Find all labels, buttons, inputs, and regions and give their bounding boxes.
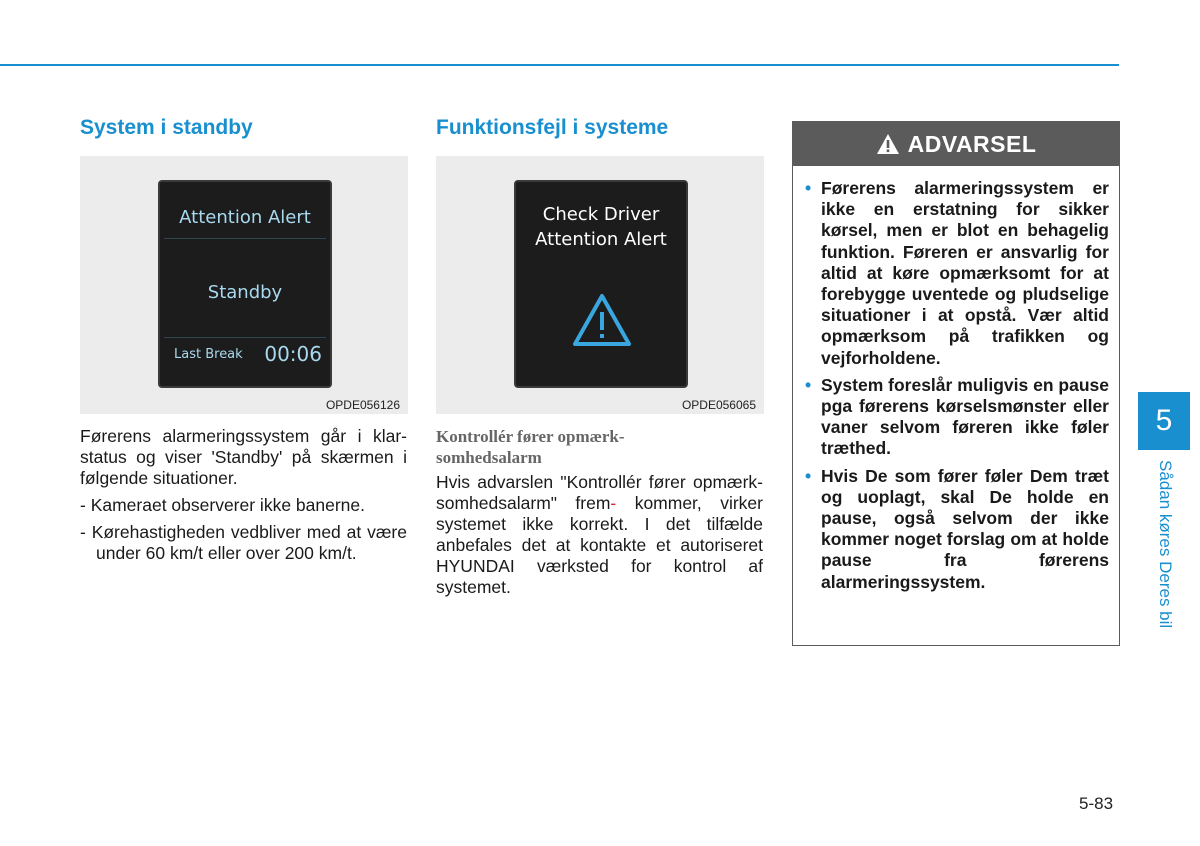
warning-header <box>793 122 1119 166</box>
dash-item: - Kørehastigheden vedbliver med at være under 60 km/t eller over 200 km/t. <box>80 522 407 563</box>
warning-item-text: Førerens alarmeringssystem er ikke en erstatning for sikker kørsel, men er blot en behagelig funktion. Føreren er ansvarlig for altid at køre opmærksomt for at forebygge uventede og pludselige situationer i at opstå. Vær altid opmærksom på trafikken og vejforholdene. <box>821 178 1109 368</box>
display-line-2: Attention Alert <box>535 229 667 250</box>
left-body <box>80 426 407 564</box>
paragraph-text: kommer, virker systemet ikke korrekt. I det tilfælde anbefales det at kontakte et autoriseret HYUNDAI værksted for kontrol af systemet. <box>436 493 763 597</box>
display-status: Standby <box>207 282 283 303</box>
bullet-icon: • <box>805 178 812 198</box>
display-divider <box>164 337 326 338</box>
middle-body <box>436 472 763 598</box>
warning-item-text: System foreslår muligvis en pause pga førerens kørselsmønster eller vaner selvom føreren ikke føler træthed. <box>821 374 1109 459</box>
chapter-title-vertical <box>1155 460 1175 640</box>
display-line-1: Check Driver <box>542 204 660 225</box>
display-title: Attention Alert <box>179 207 311 228</box>
figure-standby <box>80 156 408 414</box>
warning-box <box>792 121 1120 646</box>
section-heading-malfunction: Funktionsfejl i systeme <box>436 116 669 139</box>
paragraph-text: Hvis advarslen "Kontrollér fører opmærk- somhedsalarm" frem <box>436 472 763 513</box>
chapter-tab: 5 <box>1138 392 1190 450</box>
warning-triangle-icon <box>571 292 633 348</box>
warning-item-text: Hvis De som fører føler Dem træt og uoplagt, skal De holde en pause, også selvom der ikke kommer noget forslag om at holde pause fra førerens alarmeringssystem. <box>821 465 1109 592</box>
paragraph: Førerens alarmeringssystem går i klar-status og viser 'Standby' på skærmen i følgende situationer. <box>80 426 407 488</box>
bullet-icon: • <box>805 465 812 486</box>
last-break-time: 00:06 <box>264 342 322 366</box>
display-divider <box>164 238 326 239</box>
figure-caption: OPDE056065 <box>681 398 756 412</box>
cluster-display-check-driver <box>514 180 688 388</box>
figure-caption: OPDE056126 <box>325 398 400 412</box>
warning-title: ADVARSEL <box>907 130 1037 157</box>
hyphen: - <box>610 493 617 513</box>
paragraph <box>436 472 763 598</box>
dash-item: - Kameraet observerer ikke banerne. <box>80 495 365 515</box>
chapter-title: Sådan køres Deres bil <box>1156 460 1175 629</box>
cluster-display-standby <box>158 180 332 388</box>
warning-list <box>793 166 1119 593</box>
last-break-label: Last Break <box>174 347 243 362</box>
warning-item <box>803 466 1109 593</box>
figure-malfunction <box>436 156 764 414</box>
bullet-icon: • <box>805 374 812 395</box>
page-number: 5-83 <box>1079 794 1114 813</box>
warning-item <box>803 178 1109 369</box>
section-heading-standby: System i standby <box>80 116 253 139</box>
subheading: Kontrollér fører opmærk-somhedsalarm <box>436 427 625 467</box>
warning-triangle-icon <box>876 133 900 155</box>
warning-item <box>803 375 1109 460</box>
top-rule <box>0 64 1119 66</box>
